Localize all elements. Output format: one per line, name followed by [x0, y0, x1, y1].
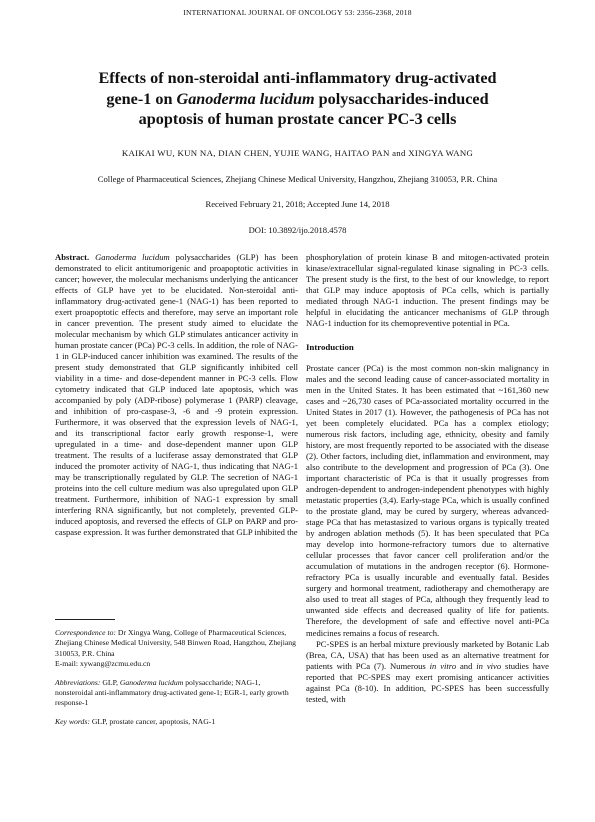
right-column: [306, 252, 549, 705]
paper-title: [40, 68, 555, 130]
author-list: KAIKAI WU, KUN NA, DIAN CHEN, YUJIE WANG, HAITAO PAN and XINGYA WANG: [121, 148, 474, 158]
keywords: [55, 717, 298, 727]
running-head: INTERNATIONAL JOURNAL OF ONCOLOGY 53: 2356-2368, 2018: [183, 8, 412, 17]
correspondence-email[interactable]: E-mail: xywang@zcmu.edu.cn: [55, 659, 151, 669]
abbreviations-text-b: polysaccharide; NAG-1, nonsteroidal anti-inflammatory drug-activated gene-1; EGR-1, early growth response-1: [55, 677, 289, 708]
title-line-2-pre: gene-1 on: [106, 89, 177, 108]
introduction-paragraph-2: [306, 639, 549, 705]
correspondence-text: Dr Xingya Wang, College of Pharmaceutical Sciences, Zhejiang Chinese Medical University, 548 Binwen Road, Hangzhou, Zhejiang 310053, P.R. China: [55, 628, 296, 658]
introduction-paragraph-1: Prostate cancer (PCa) is the most common non-skin malignancy in males and the second leading cause of cancer-associated mortality in men in the United States. It has been estimated that ~161,360 new cases and ~26,730 cases of PCa-associated mortality occurred in the United States in 2017 (1). However, the pathogenesis of PCa has not yet been completely elucidated. PCa has a complex etiology; numerous risk factors, including age, ethnicity, obesity and family history, are most frequently reported to be associated with the disease (2). Other factors, including diet, inflammation and environment, may also contribute to the development and progression of PCa (3). One important characteristic of PCa is that it usually progresses from androgen-dependent to androgen-independent phenotypes with highly metastatic properties (3,4). Early-stage PCa, which is usually confined to the prostate gland, may be cured by surgery, whereas advanced-stage PCa that has metastasized to various organs is typically treated by androgen ablation methods (5). It has been speculated that PCa may develop into hormone-refractory tumors due to alternative cellular processes that favor cancer cell proliferation and/or the accumulation of mutations in the androgen receptor (6). Hormone-refractory PCa is usually incurable and eventually fatal. Besides surgery and hormonal treatment, radiotherapy and chemotherapy are also used to treat all stages of PCa, although they frequently lead to unwanted side effects and decreased quality of life for patients. Therefore, the development of safe and effective novel anti-PCa medicines remains a focus of research.: [306, 363, 549, 638]
title-line-2: [40, 89, 555, 110]
footnotes: [55, 619, 298, 735]
abbreviations-text-a: GLP,: [100, 677, 120, 687]
keywords-label: Key words:: [55, 716, 90, 726]
title-line-2-post: polysaccharides-induced: [314, 89, 489, 108]
correspondence-label: Correspondence to:: [55, 628, 116, 637]
para2-in-vitro: in vitro: [429, 660, 457, 671]
para2-text-a: PC-SPES is an herbal mixture previously marketed by Botanic Lab (Brea, CA, USA) that has been used as an alternative treatment for patients with PCa (7). Numerous: [306, 638, 549, 671]
footnote-divider: [55, 619, 115, 620]
abstract: [55, 252, 298, 538]
para2-text-c: studies have reported that PC-SPES may exert promising anticancer activities against PCa (8-10). In addition, PC-SPES has been successfully tested, with: [306, 660, 549, 704]
affiliation: College of Pharmaceutical Sciences, Zhejiang Chinese Medical University, Hangzhou, Zhejiang 310053, P.R. China: [97, 174, 498, 184]
keywords-text: GLP, prostate cancer, apoptosis, NAG-1: [89, 716, 216, 726]
abstract-label: Abstract.: [55, 252, 90, 262]
received-dates: Received February 21, 2018; Accepted June 14, 2018: [205, 199, 390, 209]
abstract-species: Ganoderma lucidum: [95, 252, 170, 262]
para2-text-b: and: [456, 660, 477, 671]
abstract-text: polysaccharides (GLP) has been demonstrated to elicit antitumorigenic and proapoptotic activities in cancer; however, the molecular mechanisms underlying the anticancer effects of GLP have yet to be elucidated. Non-steroidal anti-inflammatory drug-activated gene-1 (NAG-1) has been reported to exert proapoptotic effects and therefore, may serve an important role in cancer prevention. The present study aimed to elucidate the molecular mechanism by which GLP stimulates anticancer activity in human prostate cancer (PCa) PC-3 cells. In addition, the role of NAG-1 in GLP-induced cancer inhibition was examined. The results of the present study demonstrated that GLP significantly inhibited cell viability in a time- and dose-dependent manner in PC-3 cells. Flow cytometry indicated that GLP induced late apoptosis, which was accompanied by poly (ADP-ribose) polymerase 1 (PARP) cleavage, and inhibition of pro-caspase-3, -6 and -9 protein expression. Furthermore, it was observed that the expression levels of NAG-1, and its transcriptional factor early growth response-1, were upregulated in a time- and dose-dependent manner upon GLP treatment. The results of a luciferase assay demonstrated that GLP induced the promoter activity of NAG-1, thus indicating that NAG-1 may be transcriptionally regulated by GLP. The secretion of NAG-1 proteins into the cell culture medium was also upregulated upon GLP treatment. Furthermore, inhibition of NAG-1 expression by small interfering RNA significantly, but not completely, prevented GLP-induced apoptosis, and reversed the effects of GLP on PARP and pro-caspase expression. It was further demonstrated that GLP inhibited the: [55, 252, 298, 538]
abbreviations-species: Ganoderma lucidum: [119, 677, 184, 687]
doi: DOI: 10.3892/ijo.2018.4578: [248, 225, 347, 235]
abstract-continuation: phosphorylation of protein kinase B and mitogen-activated protein kinase/extracellular signal-regulated kinase signaling in PC-3 cells. The present study is the first, to the best of our knowledge, to report that GLP may induce apoptosis of PCa cells, which is partially mediated through NAG-1 induction. The present findings may be helpful in elucidating the anticancer mechanisms of GLP through NAG-1 induction for its chemopreventive potential in PCa.: [306, 252, 549, 329]
para2-in-vivo: in vivo: [476, 660, 502, 671]
title-line-3: apoptosis of human prostate cancer PC-3 cells: [138, 110, 457, 128]
correspondence: [55, 628, 298, 670]
abbreviations: [55, 678, 298, 709]
title-line-1: Effects of non-steroidal anti-inflammatory drug-activated: [98, 69, 497, 87]
title-species: Ganoderma lucidum: [176, 89, 315, 108]
introduction-heading: Introduction: [306, 342, 354, 353]
abbreviations-label: Abbreviations:: [55, 677, 101, 687]
left-column: [55, 252, 298, 538]
